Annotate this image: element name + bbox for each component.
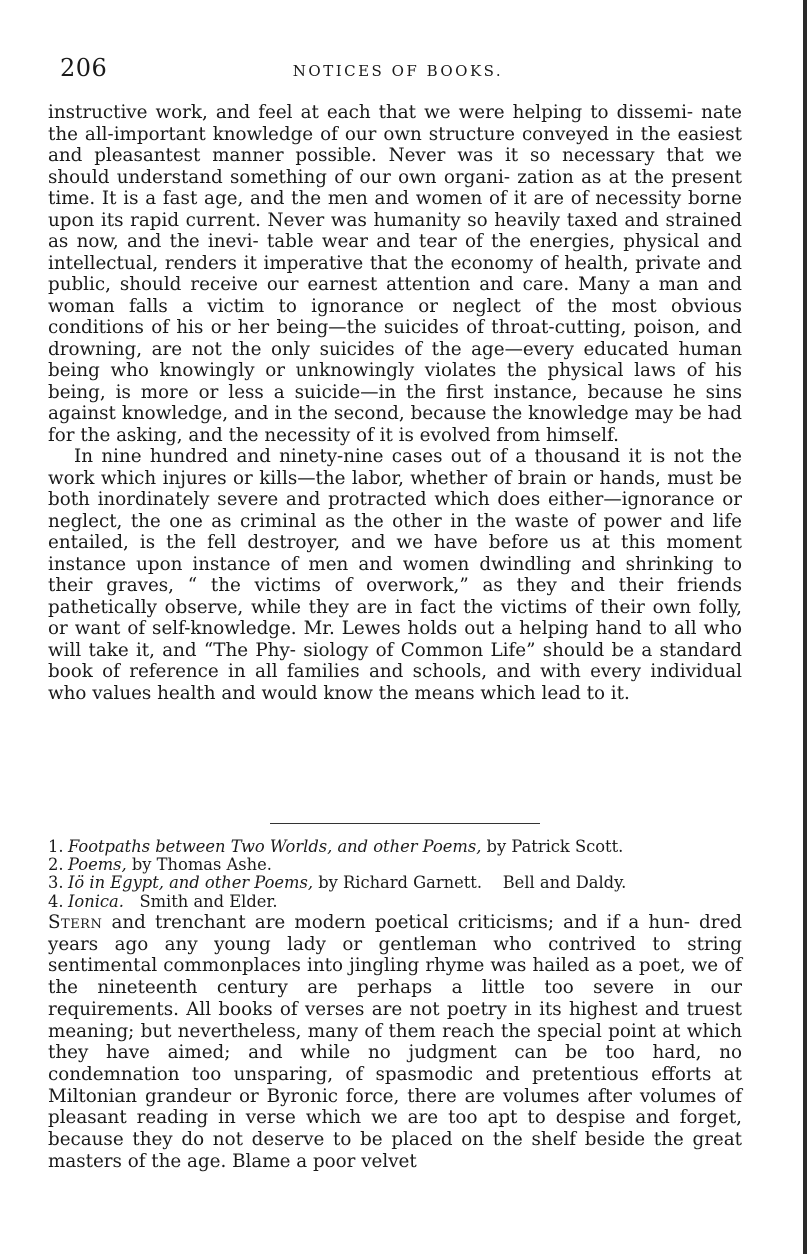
- book-entry: [48, 893, 742, 911]
- book-entry: [48, 856, 742, 874]
- page-number: 206: [60, 54, 108, 82]
- page-edge-rule: [803, 0, 807, 1254]
- book-number: 2.: [48, 855, 64, 875]
- book-title: Poems,: [68, 855, 127, 875]
- review-body: and trenchant are modern poetical criticisms; and if a hun- dred years ago any young lady or gentleman who contrived to string sentimental commonplaces into jingling rhyme was hailed as a poet, we of the nineteenth century are perhaps a little too severe in our requirements. All books of verses are not poetry in its highest and truest meaning; but nevertheless, many of them reach the special point at which they have aimed; and while no judgment can be too hard, no condemnation too unsparing, of spasmodic and pretentious efforts at Miltonian grandeur or Byronic force, there are volumes after volumes of pleasant reading in verse which we are too apt to despise and forget, because they do not deserve to be placed on the shelf beside the great masters of the age. Blame a poor velvet: [48, 912, 742, 1172]
- book-author: by Richard Garnett. Bell and Daldy.: [313, 873, 627, 893]
- book-author: by Patrick Scott.: [481, 837, 624, 856]
- body-text: [48, 102, 742, 704]
- book-number: 4.: [48, 891, 64, 911]
- running-head: NOTICES OF BOOKS.: [292, 62, 504, 80]
- book-entry: [48, 874, 742, 892]
- book-entry: [48, 838, 742, 856]
- book-author: by Thomas Ashe.: [126, 855, 272, 875]
- page-header: [60, 54, 736, 84]
- review-paragraph: [48, 912, 742, 1172]
- book-title: Ionica.: [68, 891, 124, 911]
- book-title: Iö in Egypt, and other Poems,: [68, 873, 314, 893]
- book-title: Footpaths between Two Worlds, and other Poems,: [68, 837, 482, 856]
- book-number: 1.: [48, 837, 64, 856]
- section-divider: [270, 823, 540, 824]
- book-number: 3.: [48, 873, 64, 893]
- paragraph-continuation: instructive work, and feel at each that we were helping to dissemi- nate the all-important knowledge of our own structure conveyed in the easiest and pleasantest manner possible. Never was it so necessary that we should understand something of our own organi- zation as at the present time. It is a fast age, and the men and women of it are of necessity borne upon its rapid current. Never was humanity so heavily taxed and strained as now, and the inevi- table wear and tear of the energies, physical and intellectual, renders it imperative that the economy of health, private and public, should receive our earnest attention and care. Many a man and woman falls a victim to ignorance or neglect of the most obvious conditions of his or her being—the suicides of throat-cutting, poison, and drowning, are not the only suicides of the age—every educated human being who knowingly or unknowingly violates the physical laws of his being, is more or less a suicide—in the first instance, because he sins against knowledge, and in the second, because the knowledge may be had for the asking, and the necessity of it is evolved from himself.: [48, 102, 742, 446]
- book-publisher: Smith and Elder.: [123, 891, 278, 911]
- paragraph: In nine hundred and ninety-nine cases out of a thousand it is not the work which injures or kills—the labor, whether of brain or hands, must be both inordinately severe and protracted which does either—ignorance or neglect, the one as criminal as the other in the waste of power and life entailed, is the fell destroyer, and we have before us at this moment instance upon instance of men and women dwindling and shrinking to their graves, “ the victims of overwork,” as they and their friends pathetically observe, while they are in fact the victims of their own folly, or want of self-knowledge. Mr. Lewes holds out a helping hand to all who will take it, and “The Phy- siology of Common Life” should be a standard book of reference in all families and schools, and with every individual who values health and would know the means which lead to it.: [48, 446, 742, 704]
- review-text: [48, 912, 742, 1172]
- book-list: [48, 838, 742, 911]
- review-lead-word: Stern: [48, 912, 103, 933]
